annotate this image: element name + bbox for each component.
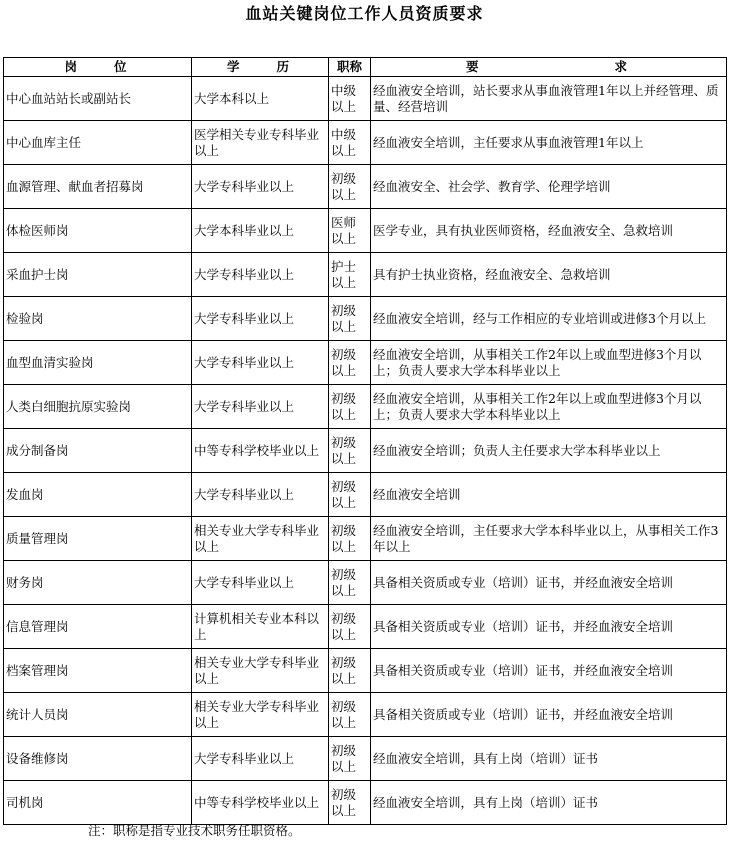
cell-requirement: 经血液安全培训 <box>371 473 727 517</box>
cell-post: 统计人员岗 <box>4 693 192 737</box>
cell-education: 医学相关专业专科毕业以上 <box>192 121 329 165</box>
table-row <box>4 781 727 825</box>
cell-rank: 初级以上 <box>329 693 371 737</box>
header-rank: 职称 <box>329 58 371 77</box>
cell-education: 大学专科毕业以上 <box>192 385 329 429</box>
cell-post: 采血护士岗 <box>4 253 192 297</box>
table-row <box>4 517 727 561</box>
cell-rank: 初级以上 <box>329 649 371 693</box>
cell-post: 档案管理岗 <box>4 649 192 693</box>
table-row <box>4 209 727 253</box>
table-body <box>4 77 727 825</box>
cell-education: 大学专科毕业以上 <box>192 341 329 385</box>
cell-requirement: 具备相关资质或专业（培训）证书，并经血液安全培训 <box>371 605 727 649</box>
table-row <box>4 473 727 517</box>
cell-education: 大学专科毕业以上 <box>192 165 329 209</box>
cell-post: 发血岗 <box>4 473 192 517</box>
cell-requirement: 经血液安全培训，具有上岗（培训）证书 <box>371 781 727 825</box>
cell-post: 信息管理岗 <box>4 605 192 649</box>
header-requirement: 要 求 <box>371 58 727 77</box>
table-row <box>4 341 727 385</box>
cell-rank: 初级以上 <box>329 737 371 781</box>
footnote: 注：职称是指专业技术职务任职资格。 <box>88 823 301 838</box>
cell-education: 大学专科毕业以上 <box>192 473 329 517</box>
cell-requirement: 经血液安全培训，从事相关工作2年以上或血型进修3个月以上；负责人要求大学本科毕业以上 <box>371 341 727 385</box>
cell-education: 中等专科学校毕业以上 <box>192 781 329 825</box>
cell-requirement: 具有护士执业资格，经血液安全、急救培训 <box>371 253 727 297</box>
cell-rank: 初级以上 <box>329 429 371 473</box>
cell-rank: 初级以上 <box>329 385 371 429</box>
cell-rank: 初级以上 <box>329 781 371 825</box>
cell-post: 中心血站站长或副站长 <box>4 77 192 121</box>
table-row <box>4 561 727 605</box>
table-row <box>4 693 727 737</box>
table-row <box>4 649 727 693</box>
cell-education: 大学本科毕业以上 <box>192 209 329 253</box>
cell-requirement: 经血液安全、社会学、教育学、伦理学培训 <box>371 165 727 209</box>
cell-requirement: 经血液安全培训，经与工作相应的专业培训或进修3个月以上 <box>371 297 727 341</box>
table-row <box>4 253 727 297</box>
table-row <box>4 429 727 473</box>
cell-rank: 中级以上 <box>329 121 371 165</box>
cell-rank: 初级以上 <box>329 517 371 561</box>
requirements-table <box>3 57 727 825</box>
cell-education: 计算机相关专业本科以上 <box>192 605 329 649</box>
cell-post: 血源管理、献血者招募岗 <box>4 165 192 209</box>
cell-rank: 护士以上 <box>329 253 371 297</box>
cell-requirement: 经血液安全培训；负责人主任要求大学本科毕业以上 <box>371 429 727 473</box>
table-row <box>4 605 727 649</box>
cell-post: 血型血清实验岗 <box>4 341 192 385</box>
cell-education: 大学专科毕业以上 <box>192 253 329 297</box>
cell-post: 成分制备岗 <box>4 429 192 473</box>
cell-rank: 中级以上 <box>329 77 371 121</box>
cell-requirement: 经血液安全培训，站长要求从事血液管理1年以上并经管理、质量、经营培训 <box>371 77 727 121</box>
cell-education: 相关专业大学专科毕业以上 <box>192 517 329 561</box>
cell-rank: 初级以上 <box>329 473 371 517</box>
cell-rank: 初级以上 <box>329 165 371 209</box>
cell-requirement: 经血液安全培训，具有上岗（培训）证书 <box>371 737 727 781</box>
cell-education: 相关专业大学专科毕业以上 <box>192 649 329 693</box>
cell-rank: 初级以上 <box>329 605 371 649</box>
cell-requirement: 具备相关资质或专业（培训）证书，并经血液安全培训 <box>371 561 727 605</box>
cell-rank: 初级以上 <box>329 561 371 605</box>
cell-requirement: 经血液安全培训，从事相关工作2年以上或血型进修3个月以上；负责人要求大学本科毕业以上 <box>371 385 727 429</box>
cell-education: 相关专业大学专科毕业以上 <box>192 693 329 737</box>
table-row <box>4 737 727 781</box>
cell-education: 大学专科毕业以上 <box>192 561 329 605</box>
cell-post: 司机岗 <box>4 781 192 825</box>
table-row <box>4 77 727 121</box>
cell-post: 人类白细胞抗原实验岗 <box>4 385 192 429</box>
cell-rank: 医师以上 <box>329 209 371 253</box>
cell-post: 质量管理岗 <box>4 517 192 561</box>
cell-education: 大学专科毕业以上 <box>192 737 329 781</box>
cell-education: 中等专科学校毕业以上 <box>192 429 329 473</box>
table-header-row <box>4 58 727 77</box>
cell-education: 大学专科毕业以上 <box>192 297 329 341</box>
cell-post: 设备维修岗 <box>4 737 192 781</box>
cell-requirement: 具备相关资质或专业（培训）证书，并经血液安全培训 <box>371 649 727 693</box>
table-row <box>4 165 727 209</box>
cell-education: 大学本科以上 <box>192 77 329 121</box>
cell-rank: 初级以上 <box>329 297 371 341</box>
cell-post: 检验岗 <box>4 297 192 341</box>
table-row <box>4 297 727 341</box>
cell-post: 体检医师岗 <box>4 209 192 253</box>
cell-requirement: 经血液安全培训，主任要求从事血液管理1年以上 <box>371 121 727 165</box>
header-education: 学 历 <box>192 58 329 77</box>
cell-requirement: 经血液安全培训，主任要求大学本科毕业以上，从事相关工作3年以上 <box>371 517 727 561</box>
cell-rank: 初级以上 <box>329 341 371 385</box>
header-post: 岗 位 <box>4 58 192 77</box>
table-row <box>4 121 727 165</box>
cell-requirement: 医学专业，具有执业医师资格，经血液安全、急救培训 <box>371 209 727 253</box>
cell-post: 中心血库主任 <box>4 121 192 165</box>
cell-post: 财务岗 <box>4 561 192 605</box>
cell-requirement: 具备相关资质或专业（培训）证书，并经血液安全培训 <box>371 693 727 737</box>
table-row <box>4 385 727 429</box>
page-title: 血站关键岗位工作人员资质要求 <box>245 4 484 23</box>
